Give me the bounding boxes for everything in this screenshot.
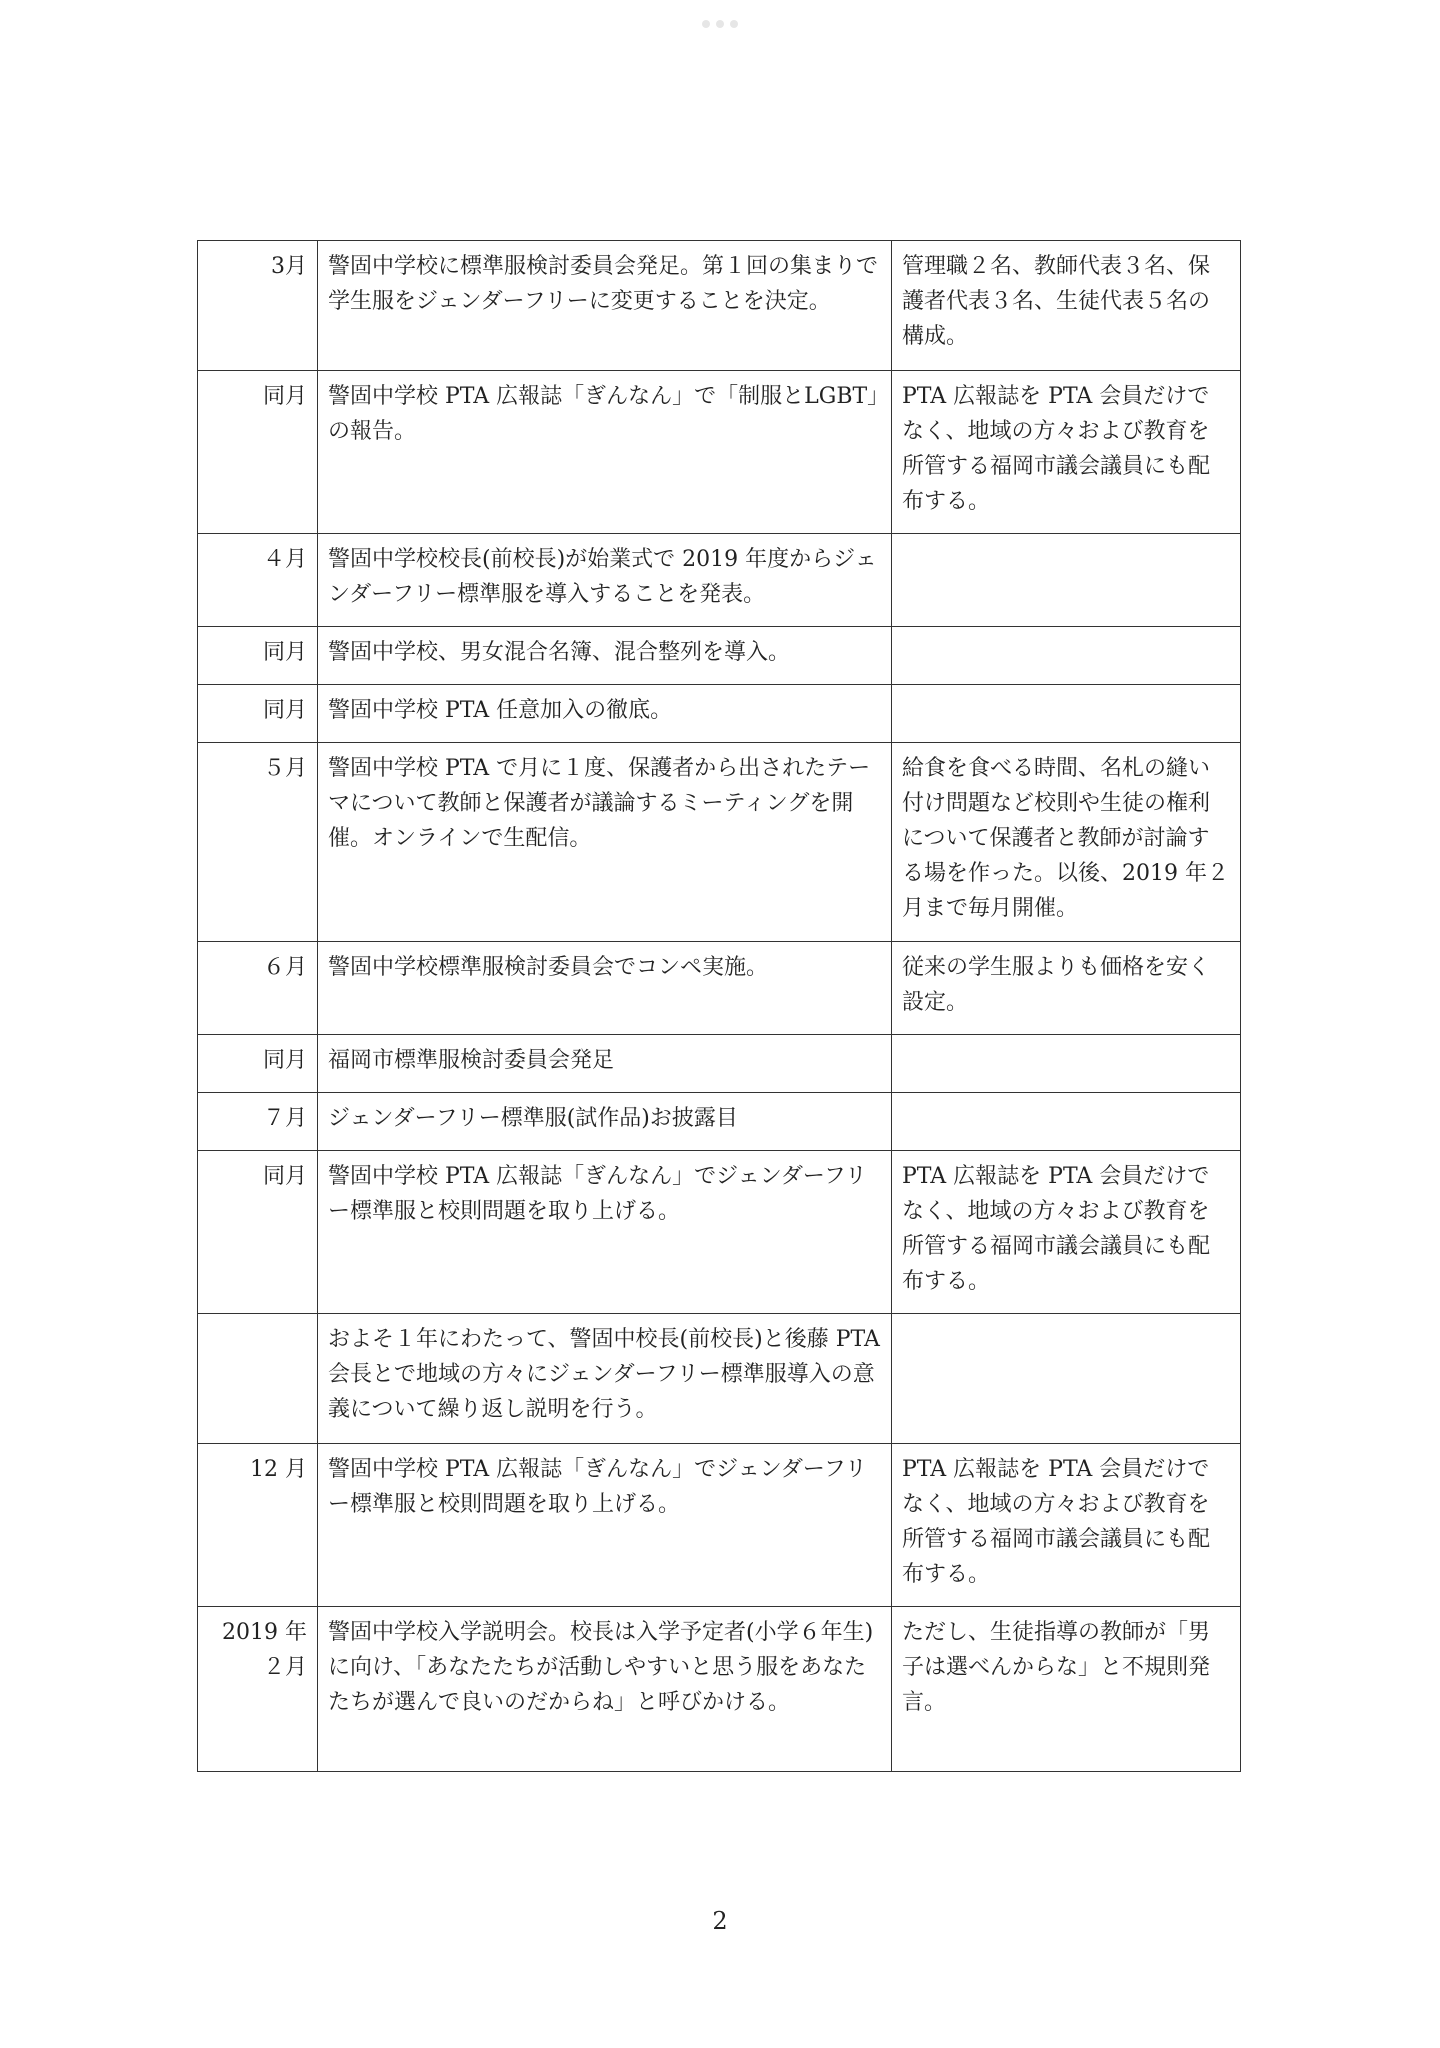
note-cell: 給食を食べる時間、名札の縫い付け問題など校則や生徒の権利について保護者と教師が討論する場を作った。以後、2019 年２月まで毎月開催。 bbox=[892, 743, 1241, 942]
event-cell: 警固中学校、男女混合名簿、混合整列を導入。 bbox=[318, 627, 892, 685]
table-row bbox=[198, 942, 1241, 1035]
event-cell: 警固中学校に標準服検討委員会発足。第１回の集まりで学生服をジェンダーフリーに変更することを決定。 bbox=[318, 241, 892, 371]
note-cell: 管理職２名、教師代表３名、保護者代表３名、生徒代表５名の構成。 bbox=[892, 241, 1241, 371]
table-row bbox=[198, 241, 1241, 371]
table-row bbox=[198, 1093, 1241, 1151]
table-row bbox=[198, 743, 1241, 942]
timeline-table bbox=[197, 240, 1241, 1772]
event-cell: 警固中学校 PTA 広報誌「ぎんなん」でジェンダーフリー標準服と校則問題を取り上げる。 bbox=[318, 1444, 892, 1607]
table-row bbox=[198, 1607, 1241, 1772]
table-row bbox=[198, 685, 1241, 743]
date-cell: ５月 bbox=[198, 743, 318, 942]
event-cell: 福岡市標準服検討委員会発足 bbox=[318, 1035, 892, 1093]
date-cell: 3月 bbox=[198, 241, 318, 371]
event-cell: 警固中学校校長(前校長)が始業式で 2019 年度からジェンダーフリー標準服を導入することを発表。 bbox=[318, 534, 892, 627]
table-row bbox=[198, 1444, 1241, 1607]
date-cell: 2019 年２月 bbox=[198, 1607, 318, 1772]
note-cell: PTA 広報誌を PTA 会員だけでなく、地域の方々および教育を所管する福岡市議会議員にも配布する。 bbox=[892, 1444, 1241, 1607]
event-cell: 警固中学校標準服検討委員会でコンペ実施。 bbox=[318, 942, 892, 1035]
note-cell bbox=[892, 685, 1241, 743]
note-cell bbox=[892, 1093, 1241, 1151]
date-cell: 同月 bbox=[198, 371, 318, 534]
note-cell bbox=[892, 627, 1241, 685]
note-cell: PTA 広報誌を PTA 会員だけでなく、地域の方々および教育を所管する福岡市議会議員にも配布する。 bbox=[892, 1151, 1241, 1314]
note-cell: ただし、生徒指導の教師が「男子は選べんからな」と不規則発言。 bbox=[892, 1607, 1241, 1772]
date-cell: 同月 bbox=[198, 627, 318, 685]
date-cell: 12 月 bbox=[198, 1444, 318, 1607]
date-cell: ７月 bbox=[198, 1093, 318, 1151]
date-cell bbox=[198, 1314, 318, 1444]
table-row bbox=[198, 371, 1241, 534]
event-cell: ジェンダーフリー標準服(試作品)お披露目 bbox=[318, 1093, 892, 1151]
event-cell: 警固中学校入学説明会。校長は入学予定者(小学６年生)に向け、「あなたたちが活動しやすいと思う服をあなたたちが選んで良いのだからね」と呼びかける。 bbox=[318, 1607, 892, 1772]
event-cell: およそ１年にわたって、警固中校長(前校長)と後藤 PTA 会長とで地域の方々にジェンダーフリー標準服導入の意義について繰り返し説明を行う。 bbox=[318, 1314, 892, 1444]
note-cell: 従来の学生服よりも価格を安く設定。 bbox=[892, 942, 1241, 1035]
date-cell: ４月 bbox=[198, 534, 318, 627]
note-cell bbox=[892, 1314, 1241, 1444]
page-number: 2 bbox=[712, 1907, 728, 1935]
window-drag-indicator bbox=[0, 20, 1440, 28]
note-cell: PTA 広報誌を PTA 会員だけでなく、地域の方々および教育を所管する福岡市議会議員にも配布する。 bbox=[892, 371, 1241, 534]
note-cell bbox=[892, 534, 1241, 627]
table-row bbox=[198, 1035, 1241, 1093]
date-cell: 同月 bbox=[198, 1035, 318, 1093]
table-row bbox=[198, 1314, 1241, 1444]
date-cell: ６月 bbox=[198, 942, 318, 1035]
event-cell: 警固中学校 PTA 広報誌「ぎんなん」でジェンダーフリー標準服と校則問題を取り上げる。 bbox=[318, 1151, 892, 1314]
indicator-dot bbox=[730, 20, 738, 28]
table-row bbox=[198, 627, 1241, 685]
event-cell: 警固中学校 PTA 任意加入の徹底。 bbox=[318, 685, 892, 743]
indicator-dot bbox=[716, 20, 724, 28]
note-cell bbox=[892, 1035, 1241, 1093]
table-row bbox=[198, 1151, 1241, 1314]
table-row bbox=[198, 534, 1241, 627]
date-cell: 同月 bbox=[198, 1151, 318, 1314]
indicator-dot bbox=[702, 20, 710, 28]
event-cell: 警固中学校 PTA で月に１度、保護者から出されたテーマについて教師と保護者が議論するミーティングを開催。オンラインで生配信。 bbox=[318, 743, 892, 942]
date-cell: 同月 bbox=[198, 685, 318, 743]
event-cell: 警固中学校 PTA 広報誌「ぎんなん」で「制服とLGBT」の報告。 bbox=[318, 371, 892, 534]
